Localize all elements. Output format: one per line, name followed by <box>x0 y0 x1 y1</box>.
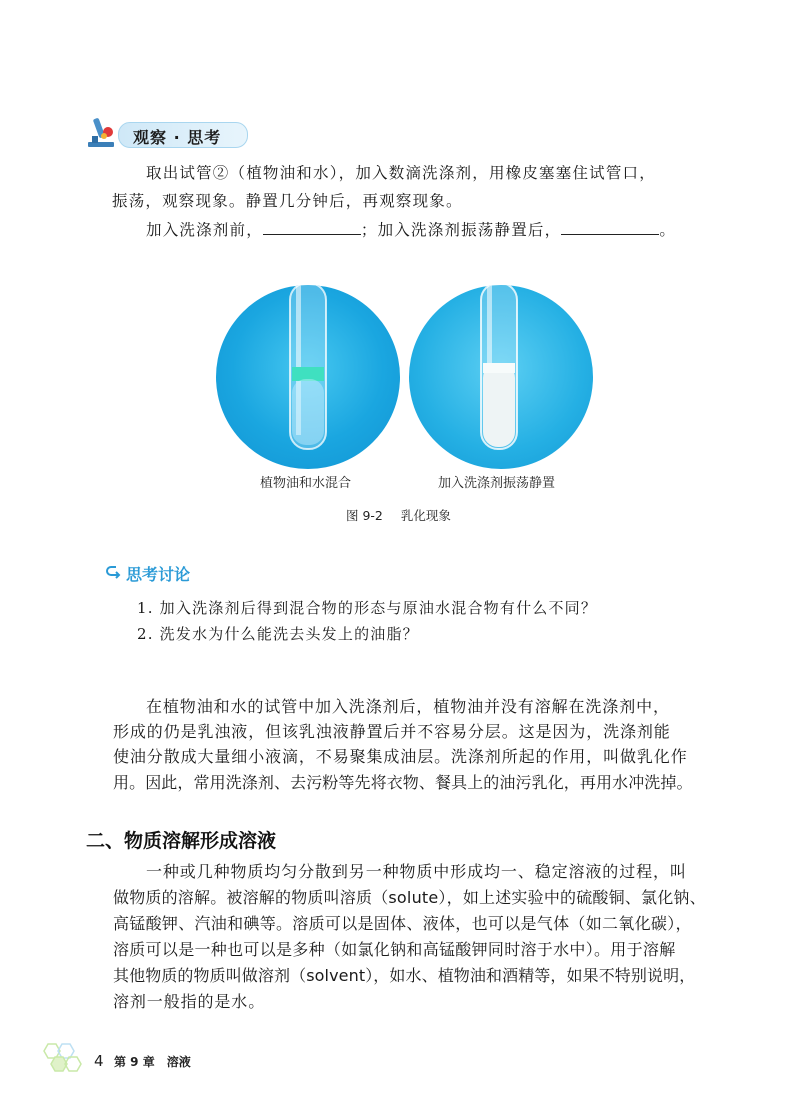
page-footer <box>38 1040 238 1080</box>
test-tube-emulsion <box>409 285 593 469</box>
figure-title: 乳化现象 <box>400 508 451 523</box>
page-number: 4 <box>94 1052 104 1070</box>
section-line-6: 溶剂一般指的是水。 <box>113 992 266 1011</box>
paragraph1-line-3: 使油分散成大量细小液滴，不易聚集成油层。洗涤剂所起的作用，叫做乳化作 <box>113 747 688 766</box>
photo-detergent-emulsion <box>409 285 593 469</box>
discussion-question-2: 2. 洗发水为什么能洗去头发上的油脂？ <box>137 625 419 643</box>
paragraph1-line-4: 用。因此，常用洗涤剂、去污粉等先将衣物、餐具上的油污乳化，再用水冲洗掉。 <box>113 773 693 792</box>
line3-before: 加入洗涤剂前， <box>146 221 263 239</box>
answer-blank-after <box>561 220 659 235</box>
observation-line-1: 取出试管②（植物油和水），加入数滴洗涤剂，用橡皮塞塞住试管口， <box>146 164 656 182</box>
observation-header <box>82 112 252 152</box>
section-line-4: 溶质可以是一种也可以是多种（如氯化钠和高锰酸钾同时溶于水中）。用于溶解 <box>113 940 676 959</box>
observation-title-pill <box>118 122 248 148</box>
discussion-title: 思考讨论 <box>126 565 191 584</box>
test-tube-oil-water <box>216 285 400 469</box>
section-line-5: 其他物质的物质叫做溶剂（solvent），如水、植物油和酒精等，如果不特别说明， <box>113 966 696 985</box>
discussion-question-1: 1. 加入洗涤剂后得到混合物的形态与原油水混合物有什么不同？ <box>137 599 598 617</box>
chapter-label: 第 9 章 溶液 <box>114 1055 191 1069</box>
section-line-3: 高锰酸钾、汽油和碘等。溶质可以是固体、液体，也可以是气体（如二氧化碳）， <box>113 914 692 933</box>
microscope-icon <box>82 112 122 152</box>
caption-left: 植物油和水混合 <box>260 476 352 491</box>
observation-title: 观察 · 思考 <box>133 128 222 147</box>
photo-oil-water-mixed <box>216 285 400 469</box>
hexagon-decoration-icon <box>38 1040 94 1080</box>
figure-caption <box>346 506 451 524</box>
section-line-1: 一种或几种物质均匀分散到另一种物质中形成均一、稳定溶液的过程，叫 <box>146 862 687 881</box>
caption-right: 加入洗涤剂振荡静置 <box>438 476 556 491</box>
discussion-arrow-icon <box>106 565 122 581</box>
line3-end: 。 <box>659 221 677 239</box>
paragraph1-line-2: 形成的仍是乳浊液，但该乳浊液静置后并不容易分层。这是因为，洗涤剂能 <box>113 722 671 741</box>
section-title: 二、物质溶解形成溶液 <box>86 830 277 852</box>
observation-line-2: 振荡，观察现象。静置几分钟后，再观察现象。 <box>112 192 463 210</box>
section-line-2: 做物质的溶解。被溶解的物质叫溶质（solute），如上述实验中的硫酸铜、氯化钠、 <box>113 888 706 907</box>
line3-middle: ；加入洗涤剂振荡静置后， <box>360 221 562 239</box>
paragraph1-line-1: 在植物油和水的试管中加入洗涤剂后，植物油并没有溶解在洗涤剂中， <box>146 697 670 716</box>
answer-blank-before <box>263 220 361 235</box>
figure-number: 图 9-2 <box>346 508 383 523</box>
observation-line-3 <box>146 220 676 240</box>
